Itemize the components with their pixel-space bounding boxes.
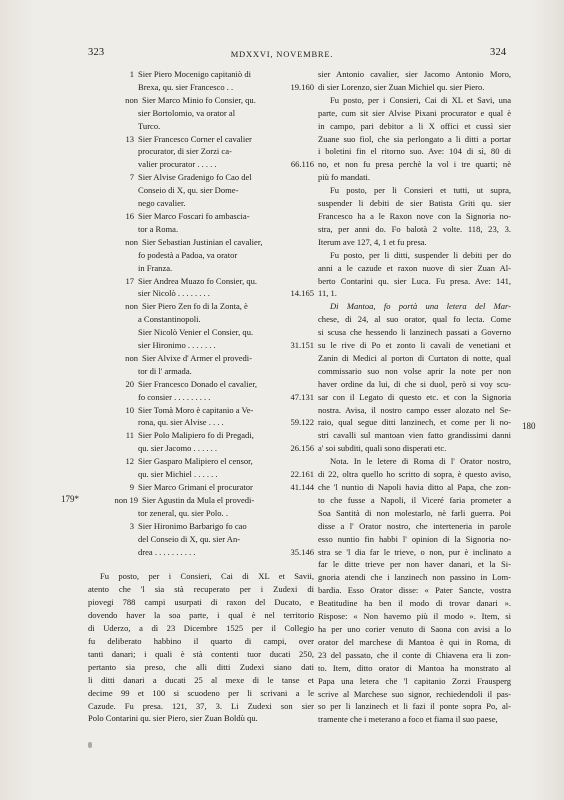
candidate-text: valier procurator . . . . . xyxy=(138,159,217,170)
list-item-line xyxy=(88,365,314,378)
right-page-number: 324 xyxy=(490,47,507,58)
vote-count: 14.165 xyxy=(290,288,314,299)
list-item-line xyxy=(88,313,314,326)
candidate-text: Sier Francesco Corner el cavalier xyxy=(138,133,252,144)
entry-number: non 19 xyxy=(114,494,138,505)
vote-count xyxy=(272,520,314,533)
text-line: piovegi 788 campi usurpati di raxon del Ducato, e xyxy=(88,597,314,608)
vote-count xyxy=(272,249,314,262)
list-item-line xyxy=(88,455,314,468)
candidate-text: Sier Francesco Donado el cavalier, xyxy=(138,378,258,389)
candidate-text: Sier Alvise Gradenigo fo Cao del xyxy=(138,172,252,183)
candidate-text: rona, qu. sier Alvise . . . . xyxy=(138,417,224,428)
list-item-line xyxy=(88,378,314,391)
text-line: disse a l' Orator nostro, che interteneria in parole xyxy=(318,520,511,531)
text-line: bardia. Esso Orator disse: « Pater Sancte, vostra xyxy=(318,585,511,596)
list-item-line xyxy=(88,300,314,313)
text-line: li ditti danari a ducati 25 al mexe di le tanse et xyxy=(88,674,314,685)
text-line: in campo, pari debitor a li X offici et cussì sier xyxy=(318,120,511,131)
vote-count xyxy=(272,107,314,120)
text-line: si scusa che hessendo li lanzinech passati a Governo xyxy=(318,327,511,338)
list-item-line xyxy=(88,481,314,494)
text-line: anni a le cazude et raxon nuove di sier Zuan Al- xyxy=(318,262,511,273)
candidate-text: Sier Andrea Muazo fo Consier, qu. xyxy=(138,275,258,286)
vote-count xyxy=(272,197,314,210)
list-item-line xyxy=(88,158,314,171)
text-line: Soa Santità di non molestarlo, nè farli guerra. Poi xyxy=(318,507,511,518)
list-item-line xyxy=(88,171,314,184)
vote-count xyxy=(272,68,314,81)
entry-number: 11 xyxy=(125,430,134,441)
vote-count xyxy=(272,313,314,326)
candidate-text: sier Hironimo . . . . . . . xyxy=(138,340,216,351)
candidate-text: del Conseio di X, qu. sier An- xyxy=(138,533,241,544)
text-line: to che fusse a Napoli, il Viceré faria prometer a xyxy=(318,494,511,505)
text-line: no, et non fu presa perchè la vol i tre quarti; nè xyxy=(318,159,511,170)
candidate-text: fo consier . . . . . . . . . xyxy=(138,391,211,402)
list-item-line xyxy=(88,520,314,533)
entry-number: 16 xyxy=(125,210,134,221)
candidate-text: drea . . . . . . . . . . xyxy=(138,546,196,557)
candidate-text: Sier Marco Grimani el procurator xyxy=(138,482,253,492)
vote-count xyxy=(272,352,314,365)
text-line: ha per uno corier venuto di Saona con avisi a lo xyxy=(318,623,511,634)
entry-number: 7 xyxy=(129,172,134,183)
candidate-text: Sier Gasparo Malipiero el censor, xyxy=(138,456,253,467)
candidate-text: Sier Alvixe d' Armer el provedi- xyxy=(142,352,253,363)
text-line: decime 99 et 100 si scuodeno per li scrivani a le xyxy=(88,687,314,698)
list-item-line xyxy=(88,546,314,559)
vote-count xyxy=(272,94,314,107)
text-line: Di Mantoa, fo portà una letera del Mar- xyxy=(330,301,511,312)
text-line: di 22, oltra quello ho scritto di sopra, è questo aviso, xyxy=(318,469,511,480)
text-line: di sier Lorenzo, sier Zuan Michiel qu. sier Piero. xyxy=(318,81,485,92)
text-line: Fu posto, per i Consieri, Cai di XL et Savi, una xyxy=(330,94,511,105)
paragraph-pixani xyxy=(318,94,511,184)
list-item-line xyxy=(88,442,314,455)
left-column xyxy=(88,68,314,725)
vote-count xyxy=(272,275,314,288)
entry-number: 20 xyxy=(125,378,134,389)
vote-count xyxy=(272,533,314,546)
text-line: orator del marchese di Mantoa è qui in Roma, di xyxy=(318,636,511,647)
text-line: di Uderzo, a dì 23 Dicembre 1525 per il Collegio xyxy=(88,623,314,634)
entry-number: non xyxy=(125,94,138,105)
text-line: suspender li debiti de sier Batista Griti qu. sier xyxy=(318,198,511,209)
list-item-line xyxy=(88,262,314,275)
text-line: Cazude. Fu presa. 121, 37, 3. Li Zudexi son sier xyxy=(88,700,314,711)
list-item-line xyxy=(88,429,314,442)
candidate-text: procurator, di sier Zorzi ca- xyxy=(138,146,232,157)
text-line: Francesco ha a le Raxon nove con la Signoria no- xyxy=(318,210,511,221)
list-item-line xyxy=(88,94,314,107)
text-line: fu deliberato habbino il quarto di campi, over xyxy=(88,635,314,646)
list-item-line xyxy=(88,326,314,339)
paragraph-mantoa xyxy=(318,300,511,455)
entry-number: 10 xyxy=(125,404,134,415)
text-line: esso nuntio fin habbi l' opinion di la Signoria no- xyxy=(318,533,511,544)
text-line: più fo mandati. xyxy=(318,172,370,183)
vote-count: 31.151 xyxy=(290,340,314,351)
text-line: Iterum ave 127, 4, 1 et fu presa. xyxy=(318,236,427,247)
candidate-text: sier Bortolomio, va orator al xyxy=(138,107,236,118)
text-line: dovendo haver la soa parte, i qual è nel territorio xyxy=(88,610,314,621)
candidate-text: qu. sier Michiel . . . . . . xyxy=(138,469,218,480)
vote-count: 35.146 xyxy=(290,546,314,557)
list-item-line xyxy=(88,391,314,404)
vote-count xyxy=(272,223,314,236)
candidate-text: tor a Roma. xyxy=(138,223,179,234)
list-item-line xyxy=(88,133,314,146)
list-item-line xyxy=(88,197,314,210)
vote-count xyxy=(272,365,314,378)
margin-note-left: 179* xyxy=(61,494,79,504)
list-item-line xyxy=(88,287,314,300)
text-line: Zuane suo fiol, che sia perlongato a li ditti a portar xyxy=(318,133,511,144)
text-line: scrive al Marchese suo signor, rechiedendoli il pas- xyxy=(318,688,511,699)
text-line: chese, di 24, al suo orator, qual fo lecta. Come xyxy=(318,314,511,325)
candidate-text: Sier Hironimo Barbarigo fo cao xyxy=(138,520,247,531)
candidate-text: Sier Tomà Moro è capitanio a Ve- xyxy=(138,404,254,415)
list-item-line xyxy=(88,507,314,520)
vote-count xyxy=(272,145,314,158)
vote-count xyxy=(272,494,314,507)
text-line: 23 del passato, che il conte di Chiavena era li zon- xyxy=(318,649,511,660)
candidate-text: Sier Agustin da Mula el provedi- xyxy=(142,494,255,505)
candidate-text: Sier Sebastian Justinian el cavalier, xyxy=(142,236,263,247)
list-item-line xyxy=(88,352,314,365)
text-line: raio, qual segue ditti lanzinech, et come per li no- xyxy=(318,417,511,428)
vote-count: 59.122 xyxy=(290,417,314,428)
list-item-line xyxy=(88,416,314,429)
text-line: to. Item, ditto orator di Mantoa ha monstrato al xyxy=(318,662,511,673)
entry-number: 17 xyxy=(125,275,134,286)
list-item-line xyxy=(88,145,314,158)
text-line: berto Contarini qu. sier Luca. Fu presa. Ave: 141, xyxy=(318,275,511,286)
vote-count xyxy=(272,404,314,417)
vote-count xyxy=(272,455,314,468)
vote-count xyxy=(272,300,314,313)
text-line: parte, cum sit sier Alvise Pixani procurator e qual è xyxy=(318,107,511,118)
paragraph-contarini xyxy=(318,249,511,301)
margin-note-right: 180 xyxy=(522,421,536,431)
text-line: tanti danari; i quali è stà contenti tuor ducati 250, xyxy=(88,648,314,659)
entry-number: non xyxy=(125,352,138,363)
text-line: sier Antonio cavalier, sier Jacomo Antonio Moro, xyxy=(318,69,511,79)
candidate-text: nego cavalier. xyxy=(138,198,186,209)
list-item-line xyxy=(88,468,314,481)
text-line: Rispose: « Non havemo più il modo ». Item, si xyxy=(318,611,511,622)
text-line: su le rive di Po et zonto li cavali de venetiani et xyxy=(318,340,511,351)
vote-count xyxy=(272,262,314,275)
candidate-text: Turco. xyxy=(138,120,161,131)
candidate-text: sier Nicolò . . . . . . . . xyxy=(138,288,210,299)
candidate-text: Conseio di X, qu. sier Dome- xyxy=(138,185,239,196)
vote-count: 26.156 xyxy=(290,443,314,454)
vote-count xyxy=(272,429,314,442)
text-line: so per li lanzinech et li fazi il ponte sopra Po, al- xyxy=(318,701,511,712)
left-page-number: 323 xyxy=(88,47,105,58)
vote-count xyxy=(272,171,314,184)
entry-number: 13 xyxy=(125,133,134,144)
text-line: gnoria atendi che i lanzinech non passino in Lom- xyxy=(318,572,511,583)
text-line: commissario suo non volse aprir la note per non xyxy=(318,365,511,376)
text-line: i boletini fin el ritorno suo. Ave: 104 di sì, 80 di xyxy=(318,146,511,157)
entry-number: non xyxy=(125,301,138,312)
vote-count xyxy=(272,184,314,197)
candidate-text: a Constantinopoli. xyxy=(138,314,201,325)
candidate-text: Sier Marco Foscari fo ambascia- xyxy=(138,210,250,221)
paragraph-griti xyxy=(318,184,511,249)
candidate-text: qu. sier Jacomo . . . . . . xyxy=(138,443,218,454)
text-line: stri cavalli sul mantoan vien fatto grandissimi danni xyxy=(318,430,511,441)
entry-number xyxy=(88,326,138,339)
list-item-line xyxy=(88,107,314,120)
candidate-text: Sier Piero Zen fo di la Zonta, è xyxy=(142,301,248,312)
text-line: nostra. Avisa, il nostro campo esser alozato nel Se- xyxy=(318,404,511,415)
candidate-text: Sier Nicolò Venier el Consier, qu. xyxy=(138,327,254,338)
text-line: sar con il Legato di questo etc. et con la Signoria xyxy=(318,391,511,402)
text-line: stra, per anni do. Fo balotà 2 volte. 118, 23, 3. xyxy=(318,223,511,234)
ink-smudge xyxy=(88,742,92,748)
list-item-line xyxy=(88,223,314,236)
list-item-line xyxy=(88,339,314,352)
text-line: Papa una letera che 'l capitanio Zorzi Frausperg xyxy=(318,675,511,686)
vote-count: 41.144 xyxy=(290,482,314,492)
text-line: stra se 'l dia far le trieve, o non, pur è inclinato a xyxy=(318,546,511,557)
candidate-text: Sier Polo Malipiero fo di Pregadi, xyxy=(138,430,254,441)
list-item-line xyxy=(88,494,314,507)
text-line: tramente che i meterano a foco et fiama il suo paese, xyxy=(318,714,498,725)
candidate-text: Sier Marco Minio fo Consier, qu. xyxy=(142,94,256,105)
vote-count xyxy=(272,133,314,146)
vote-count xyxy=(272,507,314,520)
paragraph-continuation xyxy=(318,68,511,94)
text-line: atento che 'l sia stà recuperato per i Zudexi di xyxy=(88,584,314,595)
list-item-line xyxy=(88,404,314,417)
list-item-line xyxy=(88,236,314,249)
list-item-line xyxy=(88,249,314,262)
vote-count xyxy=(272,236,314,249)
right-column xyxy=(318,68,511,726)
text-line: Fu posto, per i Consieri, Cai di XL et Savii, xyxy=(100,571,314,582)
list-item-line xyxy=(88,81,314,94)
candidate-text: in Franza. xyxy=(138,262,173,273)
candidate-text: Brexa, qu. sier Francesco . . xyxy=(138,81,234,92)
candidate-text: tor di l' armada. xyxy=(138,365,192,376)
candidate-text: Sier Piero Mocenigo capitaniò di xyxy=(138,69,251,79)
text-line: Fu posto, per li Consieri et tutti, ut supra, xyxy=(330,185,511,196)
vote-count xyxy=(272,210,314,223)
list-item-line xyxy=(88,68,314,81)
vote-count: 19.160 xyxy=(290,81,314,92)
election-list xyxy=(88,68,314,558)
entry-number: non xyxy=(125,236,138,247)
text-line: che 'l nuntio di Napoli havia ditto al Papa, che zon- xyxy=(318,482,511,492)
list-item-line xyxy=(88,120,314,133)
text-line: haver ordine da lui, di che si duol, però si voy scu- xyxy=(318,378,511,389)
list-item-line xyxy=(88,275,314,288)
vote-count xyxy=(272,120,314,133)
running-header: MDXXVI, NOVEMBRE. xyxy=(230,49,334,59)
text-line: Nota. In le letere di Roma di l' Orator nostro, xyxy=(330,456,511,467)
text-line: Polo Contarini qu. sier Piero, sier Zuan Boldù qu. xyxy=(88,713,258,724)
text-line: Zanin di Medici al porton di Curtaton di notte, qual xyxy=(318,352,511,363)
text-line: far le ditte trieve per non haver danari, et la Si- xyxy=(318,559,511,570)
vote-count xyxy=(272,326,314,339)
entry-number: 1 xyxy=(129,69,134,79)
vote-count xyxy=(272,378,314,391)
vote-count: 22.161 xyxy=(290,469,314,480)
list-item-line xyxy=(88,533,314,546)
text-line: pertanto sia preso, che alli ditti Zudexi siano dati xyxy=(88,661,314,672)
left-paragraph xyxy=(88,570,314,725)
vote-count: 66.116 xyxy=(290,159,314,170)
text-line: Fu posto, per li ditti, suspender li debiti per do xyxy=(330,249,511,260)
entry-number: 3 xyxy=(129,520,134,531)
text-line: Beatitudine ha ben il modo di trovar danari ». xyxy=(318,598,511,609)
entry-number: 9 xyxy=(129,482,134,492)
entry-number: 12 xyxy=(125,456,134,467)
candidate-text: fo podestà a Padoa, va orator xyxy=(138,249,238,260)
vote-count: 47.131 xyxy=(290,391,314,402)
list-item-line xyxy=(88,210,314,223)
candidate-text: tor zeneral, qu. sier Polo. . xyxy=(138,507,228,518)
text-line: a' soi subditi, quali sono disperati etc. xyxy=(318,443,447,454)
paragraph-nota-roma xyxy=(318,455,511,726)
list-item-line xyxy=(88,184,314,197)
text-line: 11, 1. xyxy=(318,288,337,299)
